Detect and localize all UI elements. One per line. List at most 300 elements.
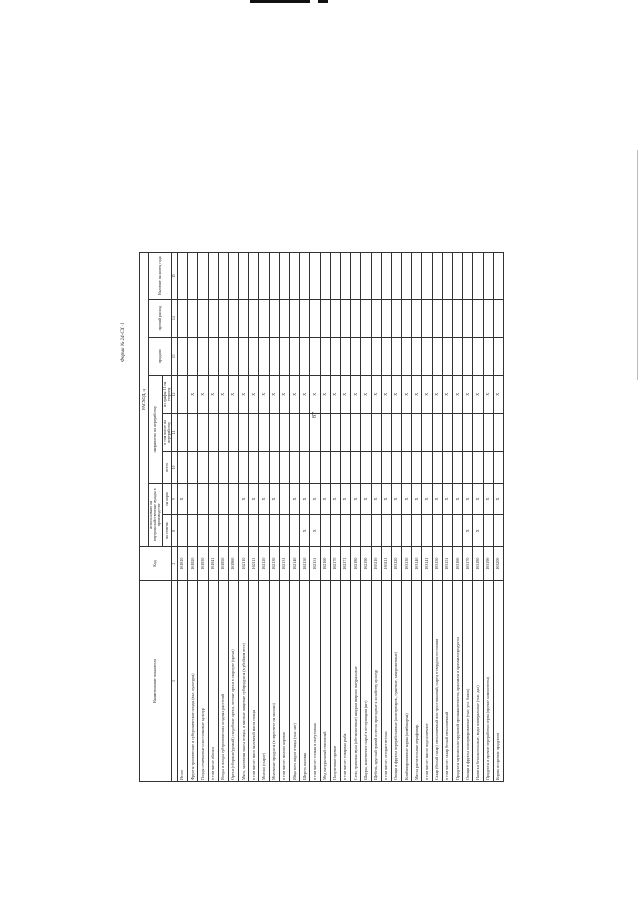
row-cell <box>453 413 463 451</box>
row-cell: X <box>300 515 310 547</box>
row-cell <box>391 451 401 483</box>
row-cell <box>432 451 442 483</box>
table-row <box>422 253 432 782</box>
row-cell <box>493 413 503 451</box>
table-row <box>493 253 503 782</box>
row-name: в том числе: мясо молочной масса птицы <box>249 580 259 781</box>
row-code: 162171 <box>340 547 350 581</box>
row-cell: X <box>279 375 289 413</box>
row-cell <box>432 253 442 300</box>
row-cell: X <box>249 483 259 515</box>
row-cell <box>361 299 371 337</box>
row-cell <box>361 337 371 375</box>
row-cell <box>351 413 361 451</box>
subheader-feed: на корм <box>162 483 171 515</box>
row-cell <box>228 451 238 483</box>
row-code: 162111 <box>249 547 259 581</box>
row-cell <box>218 515 228 547</box>
row-code: 163111 <box>381 547 391 581</box>
row-cell <box>371 451 381 483</box>
row-cell: X <box>463 515 473 547</box>
row-cell <box>351 299 361 337</box>
row-cell <box>208 253 218 300</box>
row-cell <box>188 253 198 300</box>
row-cell <box>463 337 473 375</box>
row-name: Шкуры, кожевенное сырьё в ветеринарии (шт) <box>361 580 371 781</box>
row-cell <box>340 253 350 300</box>
row-cell <box>310 299 320 337</box>
row-cell <box>300 413 310 451</box>
row-name: Продукты мукомольно-крупяной промышленности, крахмалы и крахмалопродукты <box>453 580 463 781</box>
subheader-incl-plant: в том числе на переработку <box>162 413 171 451</box>
row-cell <box>391 413 401 451</box>
row-cell <box>177 451 187 483</box>
row-cell <box>493 515 503 547</box>
row-cell <box>422 413 432 451</box>
table-row <box>371 253 381 782</box>
row-code: 161810 <box>177 547 187 581</box>
row-cell: X <box>453 375 463 413</box>
row-code: 161820 <box>188 547 198 581</box>
row-cell <box>269 515 279 547</box>
row-cell <box>269 451 279 483</box>
row-cell: X <box>310 515 320 547</box>
row-cell <box>198 253 208 300</box>
row-name: Сахар (белый сахар) свекловичный или тростниковый, сырец в твердом состоянии <box>432 580 442 781</box>
row-cell <box>330 337 340 375</box>
row-cell <box>239 515 249 547</box>
column-number: 12 <box>171 375 177 413</box>
row-cell <box>300 337 310 375</box>
row-cell <box>188 337 198 375</box>
row-cell: X <box>422 375 432 413</box>
row-name: в том числе: молоко коровье <box>279 580 289 781</box>
row-name: Плоды семечковые и косточковые культур <box>198 580 208 781</box>
row-cell <box>320 337 330 375</box>
row-cell <box>432 413 442 451</box>
row-cell <box>463 299 473 337</box>
row-cell <box>453 515 463 547</box>
row-cell <box>320 515 330 547</box>
row-cell <box>391 299 401 337</box>
row-cell <box>177 337 187 375</box>
row-cell <box>249 451 259 483</box>
row-cell <box>442 337 452 375</box>
row-cell <box>177 515 187 547</box>
table-row <box>442 253 452 782</box>
row-cell <box>483 451 493 483</box>
row-cell <box>371 337 381 375</box>
row-cell <box>402 451 412 483</box>
row-cell <box>218 483 228 515</box>
row-cell <box>473 337 483 375</box>
row-cell <box>249 253 259 300</box>
row-cell: X <box>453 483 463 515</box>
row-cell: X <box>300 375 310 413</box>
row-cell <box>259 515 269 547</box>
table-row <box>412 253 422 782</box>
header-group-use: использовано на внутрихозяйственные нужды в производстве <box>149 483 163 546</box>
row-cell <box>442 299 452 337</box>
row-cell <box>412 451 422 483</box>
row-cell <box>391 337 401 375</box>
table-row <box>269 253 279 782</box>
row-cell <box>361 253 371 300</box>
form-code: Форма № 24-СХ ·1 <box>121 322 126 362</box>
row-cell <box>177 375 187 413</box>
row-cell <box>239 413 249 451</box>
row-cell <box>249 515 259 547</box>
column-number: 11 <box>171 413 177 451</box>
row-cell <box>320 253 330 300</box>
row-cell: X <box>371 483 381 515</box>
row-cell <box>198 483 208 515</box>
row-cell <box>330 451 340 483</box>
row-cell <box>473 451 483 483</box>
row-cell <box>473 299 483 337</box>
table-row <box>473 253 483 782</box>
row-cell <box>177 413 187 451</box>
rotated-form-page <box>115 252 585 782</box>
subheader-incl-on-side: из графы 11 на сторону <box>162 375 171 413</box>
row-name: в том числе: тонкая и полутонкая <box>310 580 320 781</box>
row-cell <box>422 253 432 300</box>
row-name: Продукты и прочие переработки зерна (прочие компоненты) <box>483 580 493 781</box>
table-row <box>249 253 259 782</box>
row-cell <box>483 515 493 547</box>
row-cell: X <box>198 375 208 413</box>
row-code: 163140 <box>412 547 422 581</box>
row-cell <box>269 299 279 337</box>
row-cell <box>422 299 432 337</box>
row-code: 162130 <box>269 547 279 581</box>
row-cell <box>483 413 493 451</box>
row-cell <box>371 515 381 547</box>
row-cell <box>473 253 483 300</box>
row-name: Ягоды и плоды субтропических ягодных растений <box>218 580 228 781</box>
row-cell: X <box>483 483 493 515</box>
row-name: Сено, травяная мука (обезвоженные) шкурки широко натуральные <box>351 580 361 781</box>
column-number: 10 <box>171 451 177 483</box>
table-row <box>228 253 238 782</box>
row-cell <box>279 413 289 451</box>
row-cell <box>239 451 249 483</box>
scan-edge-line <box>637 150 638 380</box>
row-name: Итого <box>177 580 187 781</box>
row-cell <box>198 451 208 483</box>
table-row <box>290 253 300 782</box>
row-cell <box>340 337 350 375</box>
column-number: 2 <box>171 547 177 581</box>
table-row <box>188 253 198 782</box>
row-cell <box>310 337 320 375</box>
row-cell: X <box>442 375 452 413</box>
row-cell <box>279 253 289 300</box>
expense-table <box>139 252 504 782</box>
row-cell <box>188 483 198 515</box>
row-cell <box>208 337 218 375</box>
row-cell <box>208 451 218 483</box>
row-cell <box>412 253 422 300</box>
row-cell <box>188 451 198 483</box>
row-cell <box>188 515 198 547</box>
row-cell <box>228 483 238 515</box>
row-code: 162150 <box>300 547 310 581</box>
row-code: 163120 <box>391 547 401 581</box>
row-cell <box>259 451 269 483</box>
table-row <box>300 253 310 782</box>
row-cell <box>432 515 442 547</box>
row-cell: X <box>269 375 279 413</box>
row-cell <box>279 337 289 375</box>
row-cell <box>269 413 279 451</box>
row-cell: X <box>402 375 412 413</box>
row-cell <box>381 413 391 451</box>
column-number: 9 <box>171 483 177 515</box>
row-cell: X <box>381 483 391 515</box>
row-cell <box>290 299 300 337</box>
row-cell <box>432 299 442 337</box>
table-row <box>361 253 371 782</box>
row-code: 163110 <box>371 547 381 581</box>
row-cell <box>269 337 279 375</box>
column-number: 14 <box>171 299 177 337</box>
row-cell: X <box>381 375 391 413</box>
row-cell: X <box>259 375 269 413</box>
row-cell <box>208 299 218 337</box>
row-cell <box>493 253 503 300</box>
row-code: 162120 <box>259 547 269 581</box>
row-cell: X <box>483 375 493 413</box>
header-sold: продано <box>149 337 172 375</box>
row-cell <box>371 253 381 300</box>
row-cell <box>371 299 381 337</box>
header-other: прочий расход <box>149 299 172 337</box>
row-cell <box>351 515 361 547</box>
row-cell <box>340 413 350 451</box>
row-cell <box>188 299 198 337</box>
row-code: 163180 <box>473 547 483 581</box>
row-cell <box>330 413 340 451</box>
row-cell <box>351 253 361 300</box>
row-cell <box>381 337 391 375</box>
header-name: Наименование показателя <box>140 580 172 781</box>
row-name: Овощи и фрукты переработанные (консервиров., сушеные, замороженные) <box>391 580 401 781</box>
row-cell <box>300 253 310 300</box>
row-cell <box>381 253 391 300</box>
row-cell <box>330 299 340 337</box>
row-cell <box>412 413 422 451</box>
row-cell: X <box>361 483 371 515</box>
table-row <box>198 253 208 782</box>
row-cell: X <box>351 483 361 515</box>
row-cell <box>218 413 228 451</box>
row-cell: X <box>310 375 320 413</box>
row-cell <box>340 515 350 547</box>
row-cell <box>208 413 218 451</box>
row-cell: X <box>290 483 300 515</box>
row-cell <box>218 299 228 337</box>
row-cell <box>412 299 422 337</box>
row-cell <box>391 515 401 547</box>
row-cell: X <box>391 375 401 413</box>
row-cell: X <box>463 375 473 413</box>
row-cell <box>198 299 208 337</box>
row-cell <box>279 515 289 547</box>
row-cell <box>198 413 208 451</box>
row-cell: X <box>493 483 503 515</box>
row-cell: X <box>320 483 330 515</box>
row-cell <box>493 337 503 375</box>
section-title: РАСХОД, ц <box>140 253 149 547</box>
scan-artifact-top <box>250 0 310 3</box>
table-row <box>351 253 361 782</box>
row-cell <box>259 413 269 451</box>
row-cell <box>239 299 249 337</box>
row-cell <box>493 451 503 483</box>
row-cell <box>361 515 371 547</box>
scan-artifact-top-small <box>318 0 328 3</box>
row-cell: X <box>412 483 422 515</box>
row-cell <box>269 253 279 300</box>
row-name: Орехи (сборные/урожай) съедобные орехи, лесные орехи в скорлупе (орехи) <box>228 580 238 781</box>
row-code: 163141 <box>422 547 432 581</box>
table-row <box>239 253 249 782</box>
row-name: Фрукты тропические и субтропические плоды (вкл. культуры) <box>188 580 198 781</box>
row-cell: X <box>422 483 432 515</box>
row-name: Щебень, круглый гравий и песок пригодные к хозяйству культур <box>371 580 381 781</box>
row-code: 163151 <box>442 547 452 581</box>
row-cell: X <box>391 483 401 515</box>
row-cell <box>320 299 330 337</box>
row-cell <box>290 515 300 547</box>
row-cell: X <box>442 483 452 515</box>
row-cell <box>402 253 412 300</box>
row-cell <box>432 337 442 375</box>
row-name: Корма из прочих продуктов <box>493 580 503 781</box>
row-cell: X <box>473 515 483 547</box>
table-row <box>340 253 350 782</box>
row-cell <box>453 253 463 300</box>
row-cell <box>249 413 259 451</box>
table-row <box>432 253 442 782</box>
row-cell: X <box>218 375 228 413</box>
row-cell <box>228 337 238 375</box>
row-name: Мед натуральный пчелиный <box>320 580 330 781</box>
row-cell: X <box>473 483 483 515</box>
row-cell <box>442 253 452 300</box>
row-cell: X <box>188 375 198 413</box>
row-code: 163150 <box>432 547 442 581</box>
row-cell <box>361 451 371 483</box>
row-cell <box>402 515 412 547</box>
row-cell <box>320 451 330 483</box>
row-cell <box>279 483 289 515</box>
row-name: Комбинированные корма (комбикорма) <box>402 580 412 781</box>
row-cell <box>442 515 452 547</box>
row-cell <box>259 337 269 375</box>
column-number: 8 <box>171 515 177 547</box>
row-cell <box>208 515 218 547</box>
row-cell: X <box>493 375 503 413</box>
row-cell: X <box>330 483 340 515</box>
row-cell <box>300 299 310 337</box>
row-cell <box>483 337 493 375</box>
row-cell <box>463 451 473 483</box>
row-cell <box>198 515 208 547</box>
row-name: в том числе: лесорастительн. <box>381 580 391 781</box>
column-number: 15 <box>171 253 177 300</box>
table-row <box>402 253 412 782</box>
row-cell <box>330 253 340 300</box>
row-code: 162160 <box>320 547 330 581</box>
row-cell <box>463 413 473 451</box>
row-name: в том числе яблоки <box>208 580 218 781</box>
row-cell: X <box>249 375 259 413</box>
row-cell <box>422 337 432 375</box>
row-cell: X <box>351 375 361 413</box>
row-cell <box>218 253 228 300</box>
row-cell <box>310 253 320 300</box>
row-cell <box>239 253 249 300</box>
row-cell <box>340 299 350 337</box>
table-row <box>453 253 463 782</box>
row-cell <box>218 337 228 375</box>
row-cell <box>239 337 249 375</box>
header-code: Код <box>140 547 172 581</box>
row-code: 163170 <box>463 547 473 581</box>
row-cell <box>361 413 371 451</box>
row-name: Напитки безалкогольные, воды минеральные (тыс. дал) <box>473 580 483 781</box>
row-cell <box>228 413 238 451</box>
row-name: Полученные прочие <box>330 580 340 781</box>
page-number: 87 <box>312 412 318 418</box>
row-code: 161850 <box>218 547 228 581</box>
row-cell <box>442 451 452 483</box>
header-group-processing: направлено на переработку <box>149 375 163 483</box>
table-row <box>381 253 391 782</box>
row-cell <box>493 299 503 337</box>
row-cell <box>279 451 289 483</box>
row-cell: X <box>310 483 320 515</box>
row-cell <box>483 253 493 300</box>
table-row <box>330 253 340 782</box>
table-row <box>279 253 289 782</box>
row-cell <box>351 451 361 483</box>
row-cell: X <box>259 483 269 515</box>
row-code: 162151 <box>310 547 320 581</box>
row-name: Яйца всех видов птицы (тыс. шт) <box>290 580 300 781</box>
row-cell <box>453 451 463 483</box>
row-cell <box>310 451 320 483</box>
row-name: Молоко (сырое) <box>259 580 269 781</box>
row-cell: X <box>290 375 300 413</box>
row-cell: X <box>320 375 330 413</box>
row-cell: X <box>228 375 238 413</box>
row-code: 162170 <box>330 547 340 581</box>
row-cell <box>381 299 391 337</box>
row-name: Овощи и фрукты консервированные (тыс. усл. банок) <box>463 580 473 781</box>
row-cell: X <box>177 483 187 515</box>
row-cell: X <box>371 375 381 413</box>
row-cell: X <box>361 375 371 413</box>
row-cell: X <box>432 375 442 413</box>
row-cell: X <box>239 375 249 413</box>
row-cell <box>290 451 300 483</box>
row-code: 161860 <box>228 547 238 581</box>
row-cell <box>177 299 187 337</box>
row-cell <box>483 299 493 337</box>
